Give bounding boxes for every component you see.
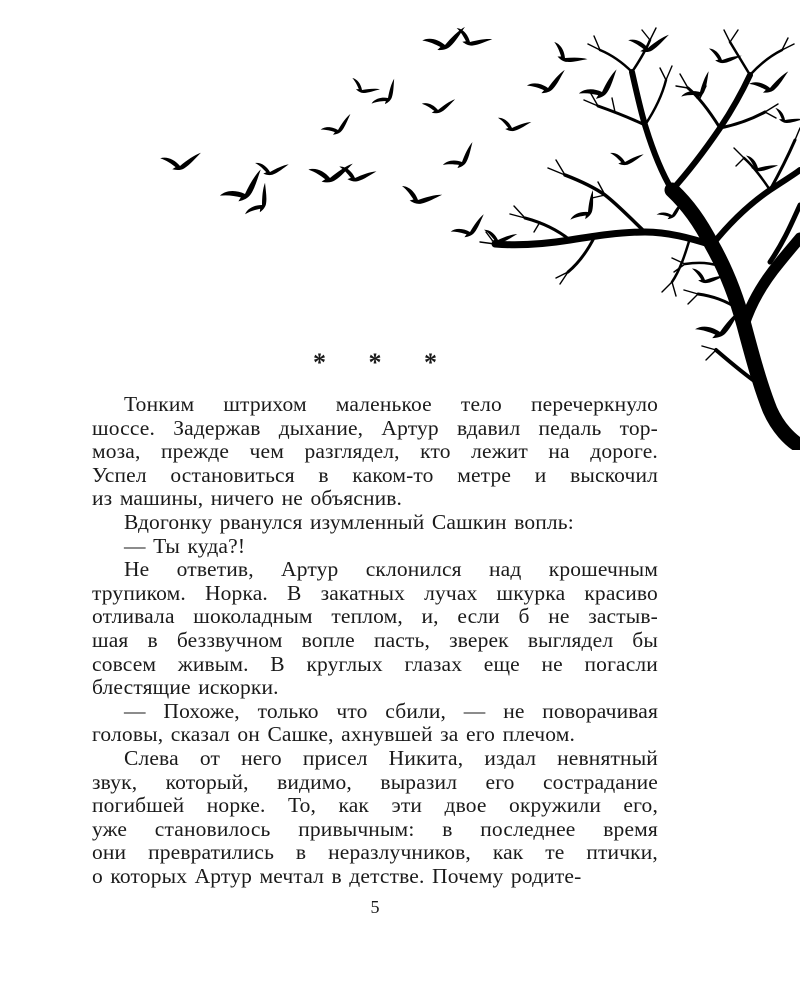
section-separator: * * * <box>313 348 455 377</box>
text-line: моза, прежде чем разглядел, кто лежит на дороге. <box>92 439 658 464</box>
text-line: они превратились в неразлучников, как те птички, <box>92 840 658 865</box>
text-line: — Похоже, только что сбили, — не поворачивая <box>124 698 658 723</box>
text-line: блестящие искорки. <box>92 675 279 700</box>
text-line: Успел остановиться в каком-то метре и выскочил <box>92 462 658 487</box>
text-line: из машины, ничего не объяснив. <box>92 486 403 511</box>
text-line: шая в беззвучном вопле пасть, зверек выглядел бы <box>92 627 658 652</box>
text-line: Вдогонку рванулся изумленный Сашкин вопль: <box>124 509 574 534</box>
tree-and-birds-illustration <box>0 0 800 450</box>
text-line: совсем живым. В круглых глазах еще не погасли <box>92 651 658 676</box>
text-line: шоссе. Задержав дыхание, Артур вдавил педаль тор- <box>92 415 658 440</box>
text-line: трупиком. Норка. В закатных лучах шкурка красиво <box>92 580 658 605</box>
text-line: Не ответив, Артур склонился над крошечным <box>124 557 658 582</box>
text-line: Слева от него присел Никита, издал невнятный <box>124 745 658 770</box>
tree-icon <box>480 28 800 446</box>
text-line: о которых Артур мечтал в детстве. Почему родите- <box>92 863 582 888</box>
text-line: погибшей норке. То, как эти двое окружили его, <box>92 793 658 818</box>
text-line: головы, сказал он Сашке, ахнувшей за его плечом. <box>92 722 575 747</box>
text-line: Тонким штрихом маленькое тело перечеркнуло <box>124 392 658 416</box>
page-number: 5 <box>370 897 380 917</box>
text-line: — Ты куда?! <box>124 533 246 558</box>
text-line: звук, который, видимо, выразил его сострадание <box>92 769 658 794</box>
text-line: уже становилось привычным: в последнее время <box>92 816 658 841</box>
body-text <box>92 393 658 888</box>
text-line: отливала шоколадным теплом, и, если б не застыв- <box>92 604 658 629</box>
